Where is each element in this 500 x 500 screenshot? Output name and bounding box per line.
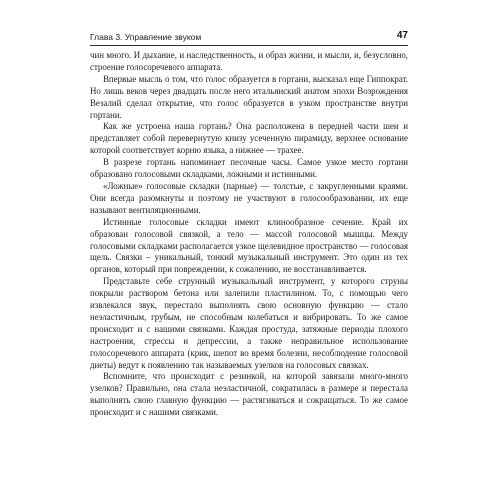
page-number: 47 xyxy=(396,30,408,41)
paragraph-larynx-structure: Как же устроена наша гортань? Она расположена в передней части шеи и представляет собой перевернутую книзу усеченную пирамиду, верхнее основание которой соответствует корню языка, а нижнее — трахее. xyxy=(90,121,408,156)
header-rule xyxy=(90,45,408,46)
body-text xyxy=(90,50,408,419)
paragraph-true-folds: Истинные голосовые складки имеют клинообразное сечение. Край их образован голосовой связкой, а тело — массой голосовой мышцы. Между голосовыми складками располагается узкое щелевидное пространство — голосовая щель. Связки – уникальный, тонкий музыкальный инструмент. Это один из тех органов, который при повреждении, к сожалению, не восстанавливается. xyxy=(90,216,408,275)
paragraph-instrument-analogy: Представьте себе струнный музыкальный инструмент, у которого струны покрыли раствором бетона или залепили пластилином. То, с помощью чего извлекался звук, перестало выполнять свою основную функцию — стало неэластичным, грубым, не способным колебаться и вибрировать. То же самое происходит и с нашими связками. Каждая простуда, затяжные периоды плохого настроения, стрессы и депрессии, а также неправильное использование голосоречевого аппарата (крик, шепот во время болезни, несоблюдение голосовой диеты) ведут к появлению так называемых узелков на голосовых связках. xyxy=(90,276,408,370)
paragraph-continued: чин много. И дыхание, и наследственность, и образ жизни, и мысли, и, безусловно, строение голосоречевого аппарата. xyxy=(90,50,408,72)
chapter-title: Глава 3. Управление звуком xyxy=(90,32,202,42)
running-header xyxy=(90,31,408,45)
paragraph-hippocrates: Впервые мысль о том, что голос образуется в гортани, высказал еще Гиппократ. Но лишь веков через двадцать после него итальянский анатом эпохи Возрождения Везалий сделал открытие, что голос образуется в узком пространстве внутри гортани. xyxy=(90,73,408,120)
paragraph-hourglass: В разрезе гортань напоминает песочные часы. Самое узкое место гортани образовано голосовыми складками, ложными и истинными. xyxy=(90,157,408,180)
paragraph-false-folds: «Ложные» голосовые складки (парные) — толстые, с закругленными краями. Они всегда разомкнуты и поэтому не участвуют в голосообразовании, их еще называют вентиляционными. xyxy=(90,180,408,215)
paragraph-rubber-band: Вспомните, что происходит с резинкой, на которой завязали много-много узелков? Правильно, она стала неэластичной, сократилась в размере и перестала выполнять свою главную функцию — растягиваться и сокращаться. То же самое происходит и с нашими связками. xyxy=(90,371,408,418)
